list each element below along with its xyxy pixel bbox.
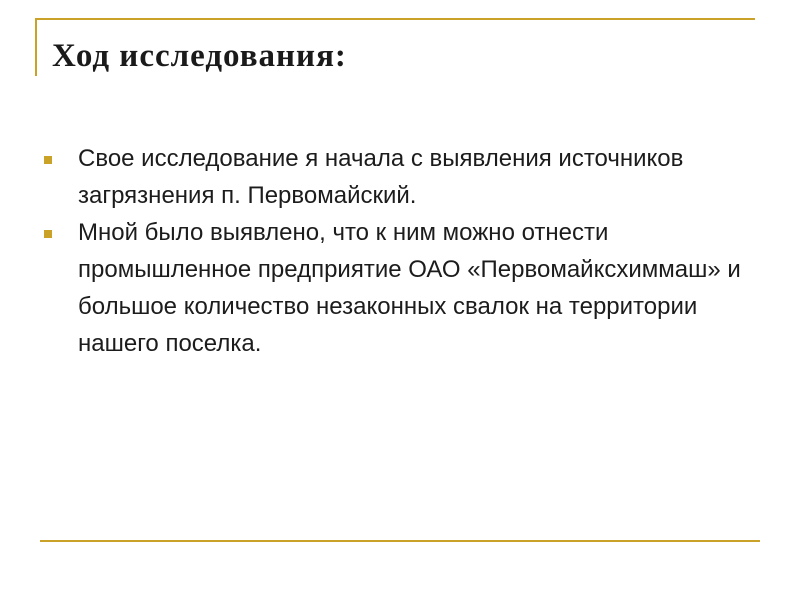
square-bullet-icon	[44, 156, 52, 164]
bullet-item	[42, 214, 742, 362]
bullet-text: Свое исследование я начала с выявления источников загрязнения п. Первомайский.	[78, 145, 684, 209]
bullet-list	[42, 140, 742, 362]
bullet-item	[42, 140, 742, 214]
bottom-divider	[40, 540, 760, 542]
left-divider	[35, 18, 37, 76]
square-bullet-icon	[44, 230, 52, 238]
top-divider	[35, 18, 755, 20]
slide-title: Ход исследования:	[52, 38, 347, 74]
bullet-text: Мной было выявлено, что к ним можно отнести промышленное предприятие ОАО «Первомайксхиммаш» и большое количество незаконных свалок на территории нашего поселка.	[78, 219, 741, 357]
